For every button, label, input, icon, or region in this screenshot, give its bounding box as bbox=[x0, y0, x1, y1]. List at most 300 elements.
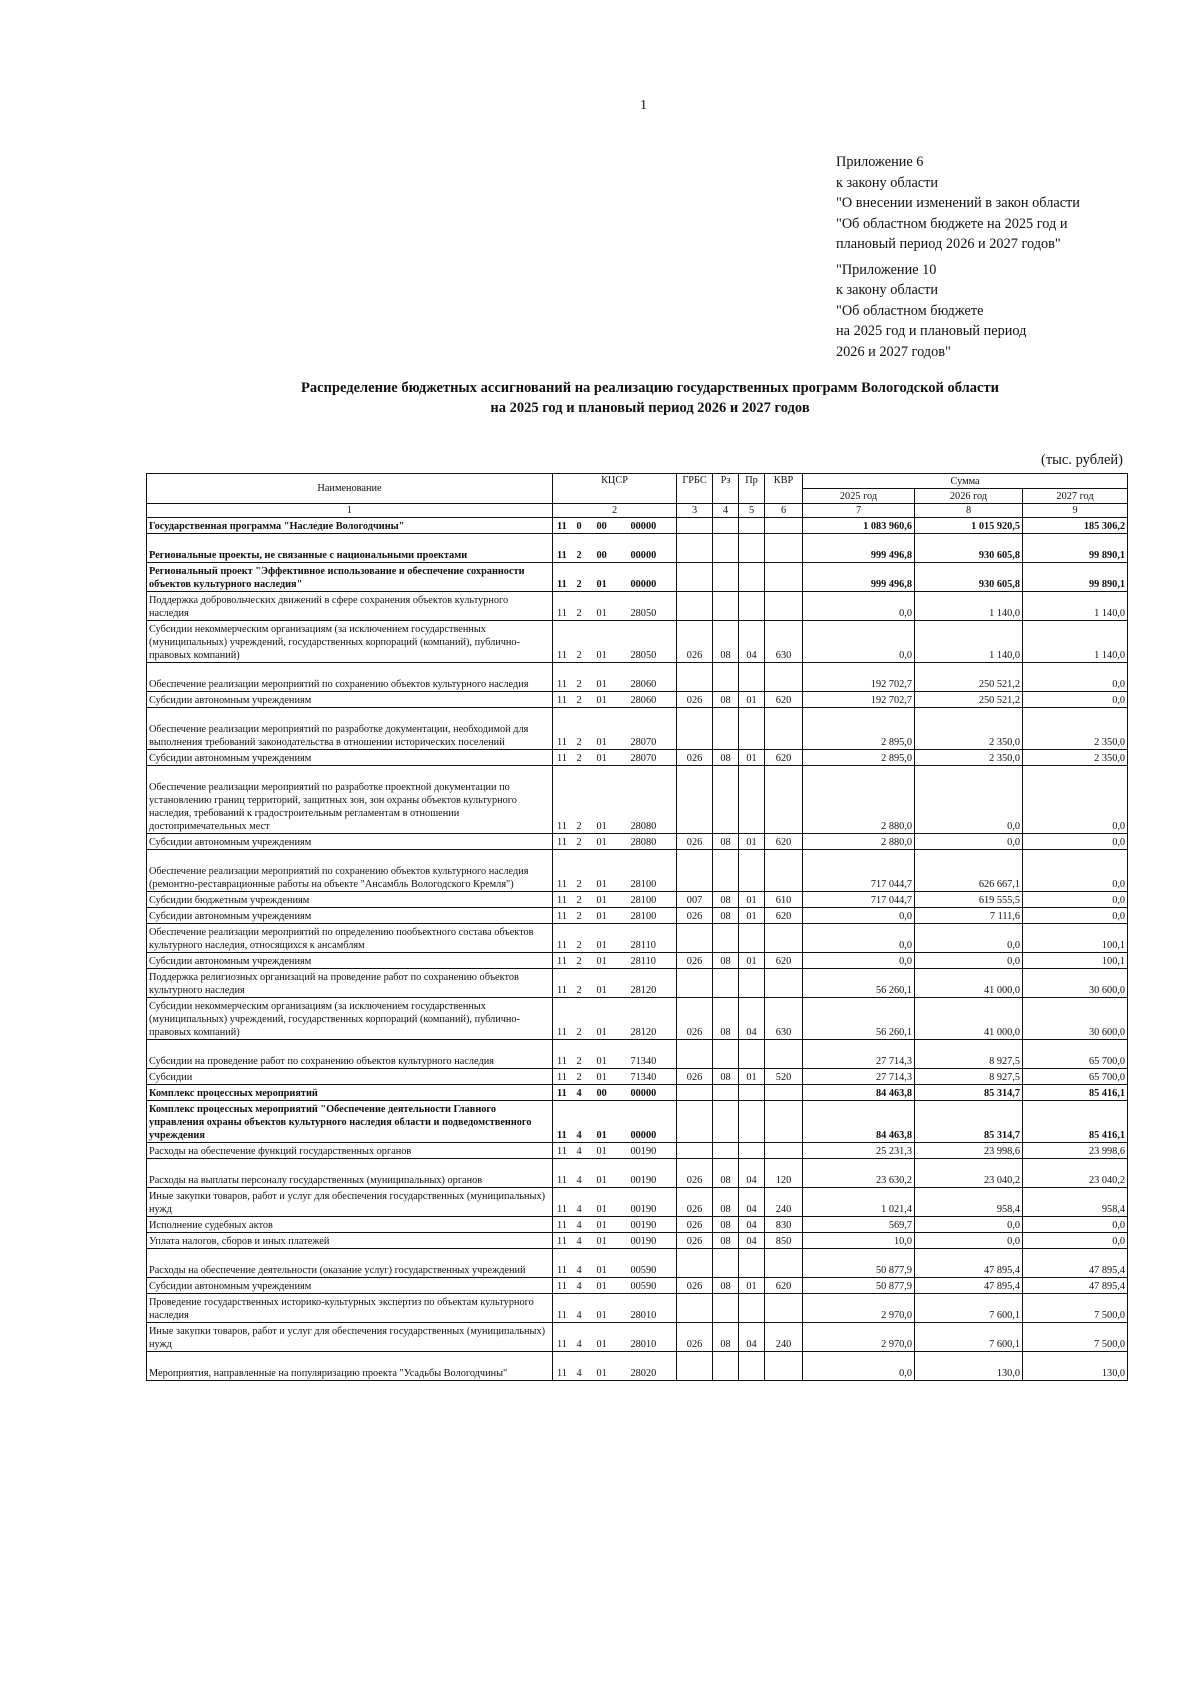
kcsr-part-3: 01 bbox=[593, 563, 627, 592]
pr-code bbox=[739, 969, 765, 998]
rz-code: 08 bbox=[713, 1159, 739, 1188]
sum-2025: 717 044,7 bbox=[803, 850, 915, 892]
colnum: 9 bbox=[1023, 504, 1128, 518]
row-name: Государственная программа "Наследие Вологодчины" bbox=[147, 518, 553, 534]
kvr-code: 630 bbox=[765, 998, 803, 1040]
table-row bbox=[147, 1278, 1128, 1294]
kcsr-part-4: 00000 bbox=[627, 563, 677, 592]
sum-2025: 2 880,0 bbox=[803, 766, 915, 834]
kvr-code: 630 bbox=[765, 621, 803, 663]
kcsr-part-3: 01 bbox=[593, 1323, 627, 1352]
sum-2025: 717 044,7 bbox=[803, 892, 915, 908]
sum-2027: 0,0 bbox=[1023, 663, 1128, 692]
kcsr-part-1: 11 bbox=[553, 1143, 573, 1159]
kcsr-part-2: 4 bbox=[573, 1352, 593, 1381]
kcsr-part-4: 28020 bbox=[627, 1352, 677, 1381]
row-name: Расходы на обеспечение деятельности (оказание услуг) государственных учреждений bbox=[147, 1249, 553, 1278]
sum-2026: 958,4 bbox=[915, 1188, 1023, 1217]
row-name: Проведение государственных историко-культурных экспертиз по объектам культурного наследия bbox=[147, 1294, 553, 1323]
rz-code: 08 bbox=[713, 908, 739, 924]
kvr-code bbox=[765, 1352, 803, 1381]
grbs-code: 026 bbox=[677, 1159, 713, 1188]
rz-code bbox=[713, 1143, 739, 1159]
sum-2026: 2 350,0 bbox=[915, 708, 1023, 750]
sum-2025: 2 970,0 bbox=[803, 1323, 915, 1352]
sum-2025: 0,0 bbox=[803, 621, 915, 663]
row-name: Комплекс процессных мероприятий "Обеспечение деятельности Главного управления охраны объектов культурного наследия области и подведомственного учреждения bbox=[147, 1101, 553, 1143]
kcsr-part-3: 01 bbox=[593, 592, 627, 621]
kcsr-part-4: 28010 bbox=[627, 1294, 677, 1323]
page-mark: 1 bbox=[640, 98, 647, 113]
kcsr-part-3: 01 bbox=[593, 1352, 627, 1381]
appendix-line: Приложение 6 bbox=[836, 154, 924, 170]
sum-2025: 0,0 bbox=[803, 953, 915, 969]
header-kcsr: КЦСР bbox=[553, 474, 677, 504]
rz-code: 08 bbox=[713, 1069, 739, 1085]
kvr-code bbox=[765, 924, 803, 953]
rz-code bbox=[713, 766, 739, 834]
sum-2026: 0,0 bbox=[915, 1233, 1023, 1249]
sum-2025: 1 021,4 bbox=[803, 1188, 915, 1217]
table-row bbox=[147, 621, 1128, 663]
row-name: Расходы на выплаты персоналу государственных (муниципальных) органов bbox=[147, 1159, 553, 1188]
sum-2026: 85 314,7 bbox=[915, 1085, 1023, 1101]
kcsr-part-2: 2 bbox=[573, 908, 593, 924]
table-row bbox=[147, 592, 1128, 621]
kcsr-part-4: 28070 bbox=[627, 708, 677, 750]
row-name: Субсидии автономным учреждениям bbox=[147, 953, 553, 969]
kcsr-part-3: 01 bbox=[593, 708, 627, 750]
kcsr-part-3: 01 bbox=[593, 834, 627, 850]
kcsr-part-3: 01 bbox=[593, 750, 627, 766]
rz-code bbox=[713, 663, 739, 692]
sum-2025: 50 877,9 bbox=[803, 1249, 915, 1278]
kcsr-part-2: 2 bbox=[573, 563, 593, 592]
rz-code: 08 bbox=[713, 750, 739, 766]
kcsr-part-2: 4 bbox=[573, 1233, 593, 1249]
grbs-code: 026 bbox=[677, 1188, 713, 1217]
sum-2027: 0,0 bbox=[1023, 834, 1128, 850]
document-title bbox=[150, 378, 1150, 418]
kcsr-part-4: 71340 bbox=[627, 1040, 677, 1069]
pr-code: 01 bbox=[739, 750, 765, 766]
kcsr-part-1: 11 bbox=[553, 1352, 573, 1381]
kcsr-part-3: 01 bbox=[593, 1233, 627, 1249]
sum-2025: 192 702,7 bbox=[803, 663, 915, 692]
kcsr-part-3: 00 bbox=[593, 534, 627, 563]
table-row bbox=[147, 1101, 1128, 1143]
sum-2027: 2 350,0 bbox=[1023, 708, 1128, 750]
rz-code: 08 bbox=[713, 692, 739, 708]
sum-2026: 7 111,6 bbox=[915, 908, 1023, 924]
row-name: Субсидии автономным учреждениям bbox=[147, 692, 553, 708]
pr-code bbox=[739, 708, 765, 750]
row-name: Исполнение судебных актов bbox=[147, 1217, 553, 1233]
kcsr-part-1: 11 bbox=[553, 850, 573, 892]
kvr-code bbox=[765, 1249, 803, 1278]
sum-2026: 7 600,1 bbox=[915, 1323, 1023, 1352]
grbs-code bbox=[677, 1143, 713, 1159]
sum-2026: 2 350,0 bbox=[915, 750, 1023, 766]
kcsr-part-2: 2 bbox=[573, 892, 593, 908]
sum-2026: 619 555,5 bbox=[915, 892, 1023, 908]
kcsr-part-3: 01 bbox=[593, 998, 627, 1040]
kcsr-part-4: 28060 bbox=[627, 692, 677, 708]
sum-2026: 1 015 920,5 bbox=[915, 518, 1023, 534]
grbs-code bbox=[677, 1101, 713, 1143]
kcsr-part-1: 11 bbox=[553, 1085, 573, 1101]
row-name: Мероприятия, направленные на популяризацию проекта "Усадьбы Вологодчины" bbox=[147, 1352, 553, 1381]
kcsr-part-3: 01 bbox=[593, 908, 627, 924]
kcsr-part-4: 00000 bbox=[627, 534, 677, 563]
pr-code: 04 bbox=[739, 621, 765, 663]
rz-code bbox=[713, 708, 739, 750]
kcsr-part-4: 28120 bbox=[627, 998, 677, 1040]
pr-code: 01 bbox=[739, 892, 765, 908]
kcsr-part-1: 11 bbox=[553, 1217, 573, 1233]
header-year-2025: 2025 год bbox=[803, 489, 915, 504]
kcsr-part-1: 11 bbox=[553, 1159, 573, 1188]
kvr-code: 240 bbox=[765, 1188, 803, 1217]
header-pr: Пр bbox=[739, 474, 765, 504]
kcsr-part-4: 00590 bbox=[627, 1278, 677, 1294]
kcsr-part-3: 01 bbox=[593, 1294, 627, 1323]
grbs-code bbox=[677, 969, 713, 998]
rz-code bbox=[713, 1249, 739, 1278]
kvr-code bbox=[765, 969, 803, 998]
kcsr-part-4: 28050 bbox=[627, 621, 677, 663]
pr-code bbox=[739, 850, 765, 892]
kcsr-part-4: 28050 bbox=[627, 592, 677, 621]
grbs-code: 026 bbox=[677, 953, 713, 969]
table-row bbox=[147, 1188, 1128, 1217]
kcsr-part-3: 01 bbox=[593, 969, 627, 998]
title-line-1: Распределение бюджетных ассигнований на реализацию государственных программ Вологодской области bbox=[301, 380, 999, 396]
sum-2027: 65 700,0 bbox=[1023, 1040, 1128, 1069]
sum-2027: 85 416,1 bbox=[1023, 1085, 1128, 1101]
kcsr-part-2: 2 bbox=[573, 663, 593, 692]
kvr-code bbox=[765, 518, 803, 534]
rz-code bbox=[713, 924, 739, 953]
kcsr-part-4: 00190 bbox=[627, 1143, 677, 1159]
grbs-code: 026 bbox=[677, 1217, 713, 1233]
grbs-code bbox=[677, 663, 713, 692]
kcsr-part-3: 01 bbox=[593, 953, 627, 969]
pr-code: 04 bbox=[739, 1159, 765, 1188]
sum-2025: 999 496,8 bbox=[803, 534, 915, 563]
table-row bbox=[147, 663, 1128, 692]
rz-code: 08 bbox=[713, 834, 739, 850]
sum-2026: 23 040,2 bbox=[915, 1159, 1023, 1188]
sum-2027: 30 600,0 bbox=[1023, 998, 1128, 1040]
sum-2026: 0,0 bbox=[915, 766, 1023, 834]
kcsr-part-2: 4 bbox=[573, 1217, 593, 1233]
grbs-code: 026 bbox=[677, 834, 713, 850]
kcsr-part-4: 00000 bbox=[627, 518, 677, 534]
pr-code: 01 bbox=[739, 908, 765, 924]
kcsr-part-2: 2 bbox=[573, 834, 593, 850]
table-row bbox=[147, 953, 1128, 969]
kcsr-part-1: 11 bbox=[553, 1040, 573, 1069]
kvr-code bbox=[765, 766, 803, 834]
kcsr-part-1: 11 bbox=[553, 1323, 573, 1352]
appendix-line: "Об областном бюджете bbox=[836, 302, 984, 319]
table-row bbox=[147, 534, 1128, 563]
kcsr-part-4: 28080 bbox=[627, 834, 677, 850]
kcsr-part-2: 4 bbox=[573, 1323, 593, 1352]
table-row bbox=[147, 1217, 1128, 1233]
row-name: Расходы на обеспечение функций государственных органов bbox=[147, 1143, 553, 1159]
kcsr-part-4: 00000 bbox=[627, 1085, 677, 1101]
table-row bbox=[147, 1233, 1128, 1249]
kcsr-part-1: 11 bbox=[553, 1069, 573, 1085]
kcsr-part-4: 28100 bbox=[627, 908, 677, 924]
kcsr-part-3: 01 bbox=[593, 1040, 627, 1069]
sum-2027: 0,0 bbox=[1023, 766, 1128, 834]
pr-code: 01 bbox=[739, 692, 765, 708]
row-name: Уплата налогов, сборов и иных платежей bbox=[147, 1233, 553, 1249]
kcsr-part-2: 4 bbox=[573, 1143, 593, 1159]
row-name: Обеспечение реализации мероприятий по сохранению объектов культурного наследия bbox=[147, 663, 553, 692]
header-grbs: ГРБС bbox=[677, 474, 713, 504]
sum-2027: 100,1 bbox=[1023, 924, 1128, 953]
kcsr-part-3: 00 bbox=[593, 1085, 627, 1101]
table-row bbox=[147, 692, 1128, 708]
grbs-code: 026 bbox=[677, 908, 713, 924]
sum-2026: 41 000,0 bbox=[915, 969, 1023, 998]
grbs-code bbox=[677, 534, 713, 563]
kvr-code: 610 bbox=[765, 892, 803, 908]
sum-2027: 65 700,0 bbox=[1023, 1069, 1128, 1085]
sum-2025: 2 895,0 bbox=[803, 750, 915, 766]
kcsr-part-3: 01 bbox=[593, 924, 627, 953]
kcsr-part-1: 11 bbox=[553, 534, 573, 563]
sum-2025: 2 970,0 bbox=[803, 1294, 915, 1323]
grbs-code bbox=[677, 1352, 713, 1381]
appendix-line: к закону области bbox=[836, 282, 939, 298]
grbs-code bbox=[677, 518, 713, 534]
table-row bbox=[147, 1294, 1128, 1323]
sum-2027: 0,0 bbox=[1023, 692, 1128, 708]
sum-2027: 130,0 bbox=[1023, 1352, 1128, 1381]
sum-2027: 99 890,1 bbox=[1023, 534, 1128, 563]
kvr-code bbox=[765, 1294, 803, 1323]
pr-code: 04 bbox=[739, 1217, 765, 1233]
rz-code bbox=[713, 969, 739, 998]
table-row bbox=[147, 850, 1128, 892]
kcsr-part-1: 11 bbox=[553, 1294, 573, 1323]
grbs-code: 007 bbox=[677, 892, 713, 908]
kcsr-part-3: 01 bbox=[593, 766, 627, 834]
kcsr-part-4: 28110 bbox=[627, 924, 677, 953]
kcsr-part-2: 2 bbox=[573, 1069, 593, 1085]
kvr-code: 620 bbox=[765, 908, 803, 924]
kcsr-part-2: 4 bbox=[573, 1101, 593, 1143]
sum-2027: 99 890,1 bbox=[1023, 563, 1128, 592]
grbs-code bbox=[677, 1040, 713, 1069]
kcsr-part-1: 11 bbox=[553, 834, 573, 850]
rz-code: 08 bbox=[713, 892, 739, 908]
grbs-code: 026 bbox=[677, 1278, 713, 1294]
pr-code bbox=[739, 592, 765, 621]
kvr-code: 850 bbox=[765, 1233, 803, 1249]
rz-code: 08 bbox=[713, 1233, 739, 1249]
kcsr-part-4: 28060 bbox=[627, 663, 677, 692]
table-row bbox=[147, 1143, 1128, 1159]
row-name: Региональные проекты, не связанные с национальными проектами bbox=[147, 534, 553, 563]
rz-code bbox=[713, 534, 739, 563]
kcsr-part-1: 11 bbox=[553, 969, 573, 998]
grbs-code: 026 bbox=[677, 1233, 713, 1249]
rz-code bbox=[713, 563, 739, 592]
appendix-line: на 2025 год и плановый период bbox=[836, 323, 1027, 339]
colnum: 4 bbox=[713, 504, 739, 518]
sum-2027: 0,0 bbox=[1023, 850, 1128, 892]
sum-2027: 0,0 bbox=[1023, 908, 1128, 924]
kvr-code bbox=[765, 563, 803, 592]
kvr-code bbox=[765, 663, 803, 692]
sum-2026: 7 600,1 bbox=[915, 1294, 1023, 1323]
grbs-code bbox=[677, 563, 713, 592]
sum-2026: 1 140,0 bbox=[915, 621, 1023, 663]
pr-code bbox=[739, 663, 765, 692]
units-label: (тыс. рублей) bbox=[1041, 452, 1123, 468]
pr-code bbox=[739, 1040, 765, 1069]
kcsr-part-2: 2 bbox=[573, 708, 593, 750]
grbs-code bbox=[677, 1294, 713, 1323]
row-name: Иные закупки товаров, работ и услуг для обеспечения государственных (муниципальных) нужд bbox=[147, 1188, 553, 1217]
header-kvr: КВР bbox=[765, 474, 803, 504]
kcsr-part-2: 2 bbox=[573, 1040, 593, 1069]
kcsr-part-1: 11 bbox=[553, 1249, 573, 1278]
rz-code bbox=[713, 518, 739, 534]
sum-2026: 0,0 bbox=[915, 924, 1023, 953]
sum-2025: 569,7 bbox=[803, 1217, 915, 1233]
appendix-line: "Приложение 10 bbox=[836, 261, 937, 278]
kcsr-part-2: 4 bbox=[573, 1188, 593, 1217]
sum-2025: 0,0 bbox=[803, 908, 915, 924]
kcsr-part-3: 01 bbox=[593, 850, 627, 892]
colnum: 1 bbox=[147, 504, 553, 518]
kcsr-part-3: 01 bbox=[593, 1159, 627, 1188]
kcsr-part-3: 01 bbox=[593, 1278, 627, 1294]
rz-code bbox=[713, 1352, 739, 1381]
kcsr-part-4: 28070 bbox=[627, 750, 677, 766]
kcsr-part-1: 11 bbox=[553, 750, 573, 766]
sum-2026: 8 927,5 bbox=[915, 1040, 1023, 1069]
sum-2026: 0,0 bbox=[915, 1217, 1023, 1233]
budget-table bbox=[146, 473, 1128, 1381]
sum-2026: 85 314,7 bbox=[915, 1101, 1023, 1143]
kcsr-part-2: 4 bbox=[573, 1085, 593, 1101]
row-name: Субсидии некоммерческим организациям (за исключением государственных (муниципальных) учреждений, государственных корпораций (компаний), публично-правовых компаний) bbox=[147, 621, 553, 663]
rz-code: 08 bbox=[713, 1323, 739, 1352]
kcsr-part-3: 01 bbox=[593, 692, 627, 708]
kcsr-part-1: 11 bbox=[553, 1233, 573, 1249]
grbs-code bbox=[677, 850, 713, 892]
sum-2026: 250 521,2 bbox=[915, 663, 1023, 692]
table-row bbox=[147, 563, 1128, 592]
grbs-code bbox=[677, 592, 713, 621]
rz-code: 08 bbox=[713, 621, 739, 663]
sum-2027: 85 416,1 bbox=[1023, 1101, 1128, 1143]
pr-code: 04 bbox=[739, 1188, 765, 1217]
row-name: Субсидии некоммерческим организациям (за исключением государственных (муниципальных) учреждений, государственных корпораций (компаний), публично-правовых компаний) bbox=[147, 998, 553, 1040]
kcsr-part-4: 00190 bbox=[627, 1159, 677, 1188]
kcsr-part-1: 11 bbox=[553, 708, 573, 750]
kcsr-part-4: 28110 bbox=[627, 953, 677, 969]
kvr-code bbox=[765, 1143, 803, 1159]
sum-2026: 41 000,0 bbox=[915, 998, 1023, 1040]
kcsr-part-4: 71340 bbox=[627, 1069, 677, 1085]
row-name: Иные закупки товаров, работ и услуг для обеспечения государственных (муниципальных) нужд bbox=[147, 1323, 553, 1352]
kcsr-part-1: 11 bbox=[553, 621, 573, 663]
kvr-code bbox=[765, 850, 803, 892]
table-row bbox=[147, 1249, 1128, 1278]
sum-2027: 185 306,2 bbox=[1023, 518, 1128, 534]
sum-2025: 25 231,3 bbox=[803, 1143, 915, 1159]
sum-2026: 0,0 bbox=[915, 834, 1023, 850]
pr-code bbox=[739, 1085, 765, 1101]
table-row bbox=[147, 750, 1128, 766]
table-row bbox=[147, 834, 1128, 850]
grbs-code bbox=[677, 1249, 713, 1278]
table-row bbox=[147, 708, 1128, 750]
sum-2027: 100,1 bbox=[1023, 953, 1128, 969]
sum-2026: 250 521,2 bbox=[915, 692, 1023, 708]
row-name: Субсидии бюджетным учреждениям bbox=[147, 892, 553, 908]
kcsr-part-3: 01 bbox=[593, 892, 627, 908]
row-name: Обеспечение реализации мероприятий по разработке проектной документации по установлению границ территорий, защитных зон, зон охраны объектов культурного наследия, требований к градостроительным регламентам в отношении достопримечательных мест bbox=[147, 766, 553, 834]
table-row bbox=[147, 1352, 1128, 1381]
pr-code: 01 bbox=[739, 953, 765, 969]
kcsr-part-1: 11 bbox=[553, 1101, 573, 1143]
kcsr-part-2: 2 bbox=[573, 766, 593, 834]
grbs-code: 026 bbox=[677, 621, 713, 663]
kcsr-part-1: 11 bbox=[553, 1278, 573, 1294]
header-sum: Сумма bbox=[803, 474, 1128, 489]
rz-code bbox=[713, 1085, 739, 1101]
kcsr-part-3: 00 bbox=[593, 518, 627, 534]
kcsr-part-3: 01 bbox=[593, 663, 627, 692]
row-name: Комплекс процессных мероприятий bbox=[147, 1085, 553, 1101]
budget-table-body bbox=[147, 518, 1128, 1381]
sum-2025: 1 083 960,6 bbox=[803, 518, 915, 534]
appendix-line: "О внесении изменений в закон области bbox=[836, 195, 1080, 211]
kvr-code: 120 bbox=[765, 1159, 803, 1188]
kcsr-part-3: 01 bbox=[593, 1188, 627, 1217]
row-name: Региональный проект "Эффективное использование и обеспечение сохранности объектов культурного наследия" bbox=[147, 563, 553, 592]
sum-2027: 1 140,0 bbox=[1023, 592, 1128, 621]
pr-code bbox=[739, 1101, 765, 1143]
sum-2025: 56 260,1 bbox=[803, 998, 915, 1040]
rz-code bbox=[713, 850, 739, 892]
kcsr-part-1: 11 bbox=[553, 892, 573, 908]
kcsr-part-2: 2 bbox=[573, 850, 593, 892]
appendix-line: 2026 и 2027 годов" bbox=[836, 343, 951, 360]
kvr-code bbox=[765, 1085, 803, 1101]
table-row bbox=[147, 892, 1128, 908]
kcsr-part-4: 00000 bbox=[627, 1101, 677, 1143]
grbs-code bbox=[677, 766, 713, 834]
kcsr-part-2: 2 bbox=[573, 592, 593, 621]
colnum: 5 bbox=[739, 504, 765, 518]
sum-2025: 23 630,2 bbox=[803, 1159, 915, 1188]
table-row bbox=[147, 924, 1128, 953]
kvr-code bbox=[765, 534, 803, 563]
kcsr-part-2: 4 bbox=[573, 1249, 593, 1278]
rz-code: 08 bbox=[713, 1188, 739, 1217]
